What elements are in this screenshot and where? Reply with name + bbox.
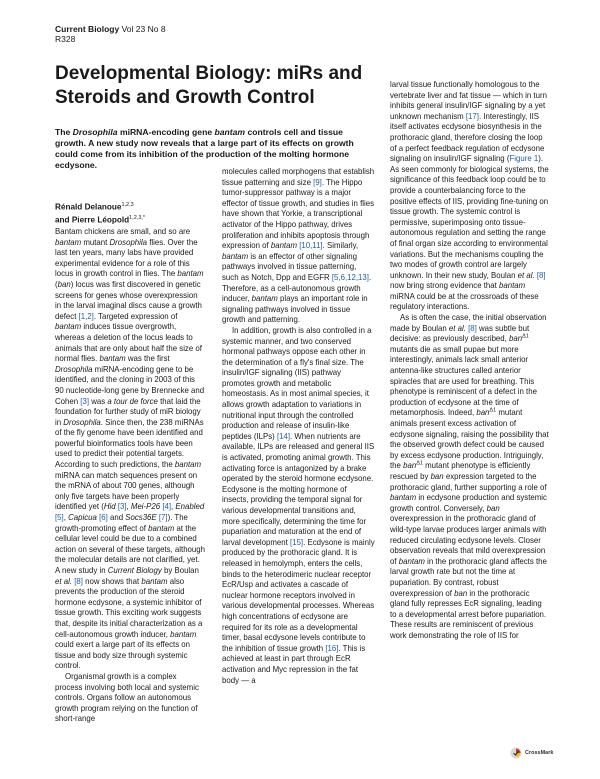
article-title: Developmental Biology: miRs and Steroids and Growth Control: [55, 63, 363, 108]
reference-link[interactable]: [5]: [55, 513, 64, 523]
reference-link[interactable]: [15]: [290, 537, 304, 547]
figure-link[interactable]: Figure 1: [509, 154, 539, 164]
paragraph: As is often the case, the initial observation made by Boulan et al. [8] was subtle but decisive: as previously described, ban$^{\Delta 1}$ mutants die as small pupae but more interestingly, animals lack small anterior antenna-like structures called anterior spiracles that are used for breathing. This phenotype is reminiscent of a defect in the production of ecdysone at the time of metamorphosis. Indeed, ban$^{\Delta 1}$ mutant animals present excess activation of ecdysone signaling, raising the possibility that the observed growth defect could be caused by excess ecdysone production. Intriguingly, the ban$^{\Delta 1}$ mutant phenotype is efficiently rescued by ban expression targeted to the prothoracic gland, further supporting a role of bantam in ecdysone production and systemic growth control. Conversely, ban overexpression in the prothoracic gland of wild-type larvae produces larger animals with reduced circulating ecdysone levels. Closer observation reveals that mild overexpression of bantam in the prothoracic gland affects the larval growth rate but not the time at pupariation. By contrast, robust overexpression of ban in the prothoracic gland fully represses EcR signaling, leading to a developmental arrest before pupariation. These results are reminiscent of previous work demonstrating the role of IIS for: [390, 313, 549, 640]
reference-link[interactable]: [3]: [117, 502, 127, 512]
abstract: The Drosophila miRNA-encoding gene bantam controls cell and tissue growth. A new study now reveals that a large part of its effects on growth could come from its inhibition of the production of the molting hormone ecdysone.: [55, 127, 354, 170]
reference-link[interactable]: [10,11]: [299, 241, 323, 251]
body-column-1: [55, 227, 205, 725]
reference-link[interactable]: [16]: [325, 643, 339, 653]
paragraph: Organismal growth is a complex process involving both local and systemic controls. Organs follow an autonomous growth program relying on the function of short-range: [55, 671, 199, 724]
running-header: [55, 24, 166, 44]
page-number: R328: [55, 34, 76, 44]
journal-name: Current Biology: [55, 24, 120, 34]
reference-link[interactable]: [9]: [313, 177, 322, 187]
author-list: [55, 200, 205, 225]
reference-link[interactable]: [4]: [162, 502, 172, 512]
reference-link[interactable]: [6]: [99, 513, 108, 523]
reference-link[interactable]: [8]: [536, 270, 546, 280]
journal-line: [55, 24, 166, 34]
reference-link[interactable]: [14]: [276, 431, 291, 441]
author-1: Rénald Delanoue$^{1,2,3}$: [55, 202, 134, 212]
paragraph: molecules called morphogens that establish tissue patterning and size [9]. The Hippo tumor-suppressor pathway is a major effector of tissue growth, and studies in flies have shown that Yorkie, a transcriptional activator of the Hippo pathway, drives proliferation and inhibits apoptosis through expression of bantam [10,11]. Similarly, bantam is an effector of other signaling pathways involved in tissue patterning, such as Notch, Dpp and EGFR [5,6,12,13]. Therefore, as a cell-autonomous growth inducer, bantam plays an important role in signaling pathways involved in tissue growth and patterning.: [222, 167, 375, 325]
reference-link[interactable]: [8]: [468, 323, 477, 333]
crossmark-badge[interactable]: [510, 747, 553, 759]
body-column-2: [222, 167, 375, 686]
volume-issue: Vol 23 No 8: [121, 24, 166, 34]
crossmark-label: CrossMark: [525, 750, 554, 756]
reference-link[interactable]: [8]: [74, 576, 83, 586]
reference-link[interactable]: [7]: [158, 513, 168, 523]
body-column-3: [390, 80, 550, 641]
reference-link[interactable]: [5,6,12,13]: [331, 272, 369, 282]
paragraph: Bantam chickens are small, and so are bantam mutant Drosophila flies. Over the last ten years, many labs have provided experimental evidence for a role of this locus in growth control in flies. The bantam (ban) locus was first discovered in genetic screens for genes whose overexpression in the larval imaginal discs cause a growth defect [1,2]. Targeted expression of bantam induces tissue overgrowth, whereas a deletion of the locus leads to animals that are only about half the size of normal flies. bantam was the first Drosophila miRNA-encoding gene to be identified, and the cloning in 2003 of this 90 nucleotide-long gene by Brennecke and Cohen [3] was a tour de force that laid the foundation for further study of miR biology in Drosophila. Since then, the 238 miRNAs of the fly genome have been identified and powerful bioinformatics tools have been used to predict their potential targets. According to such predictions, the bantam miRNA can match sequences present on the mRNA of about 700 genes, although only five targets have been properly identified yet (Hid [3], Mei-P26 [4], Enabled [5], Capicua [6] and Socs36E [7]). The growth-promoting effect of bantam at the cellular level could be due to a combined action on several of these targets, although the molecular details are not clarified, yet. A new study in Current Biology by Boulan et al. [8] now shows that bantam also prevents the production of the steroid hormone ecdysone, a systemic inhibitor of tissue growth. This exciting work suggests that, despite its initial characterization as a cell-autonomous growth inducer, bantam could exert a large part of its effects on tissue and body size through systemic control.: [55, 227, 206, 671]
reference-link[interactable]: [17]: [465, 111, 479, 121]
paragraph: larval tissue functionally homologous to the vertebrate liver and fat tissue — which in turn inhibits general insulin/IGF signaling by a yet unknown mechanism [17]. Interestingly, IIS itself activates ecdysone biosynthesis in the prothoracic gland, therefore closing the loop of a perfect feedback regulation of ecdysone signaling on insulin/IGF signaling (Figure 1). As seen commonly for biological systems, the significance of this feedback loop could be to provide a counterbalancing force to the positive effects of IIS, providing fine-tuning on tissue growth. The systemic control is permissive, superimposing onto tissue-autonomous regulation and setting the range of final organ size according to environmental variations. But the mechanisms coupling the two modes of growth control are largely unknown. In their new study, Boulan et al. [8] now bring strong evidence that bantam miRNA could be at the crossroads of these regulatory interactions.: [390, 80, 549, 312]
reference-link[interactable]: [3]: [80, 396, 90, 406]
author-2: and Pierre Léopold$^{1,2,3,*}$: [55, 214, 146, 225]
reference-link[interactable]: [1,2]: [78, 311, 94, 321]
paragraph: In addition, growth is also controlled in a systemic manner, and two conserved hormonal pathways oppose each other in the determination of a fly's final size. The insulin/IGF signaling (IIS) pathway promotes growth and metabolic homeostasis. As in most animal species, it allows growth adaptation to variations in nutritional input through the controlled production and release of insulin-like peptides (ILPs) [14]. When nutrients are available, ILPs are released and general IIS is activated, promoting animal growth. This activating force is antagonized by a brake operated by the steroid hormone ecdysone. Ecdysone is the molting hormone of insects, providing the temporal signal for various developmental transitions and, more specifically, determining the time for pupariation and maturation at the end of larval development [15]. Ecdysone is mainly produced by the prothoracic gland. It is released in hemolymph, enters the cells, binds to the heterodimeric nuclear receptor EcR/Usp and activates a cascade of nuclear hormone receptors involved in various developmental processes. Whereas high concentrations of ecdysone are required for its role as a developmental timer, basal ecdysone levels contribute to the inhibition of tissue growth [16]. This is achieved at least in part through EcR activation and Myc repression in the fat body — a: [222, 325, 375, 685]
crossmark-icon: [510, 747, 522, 759]
